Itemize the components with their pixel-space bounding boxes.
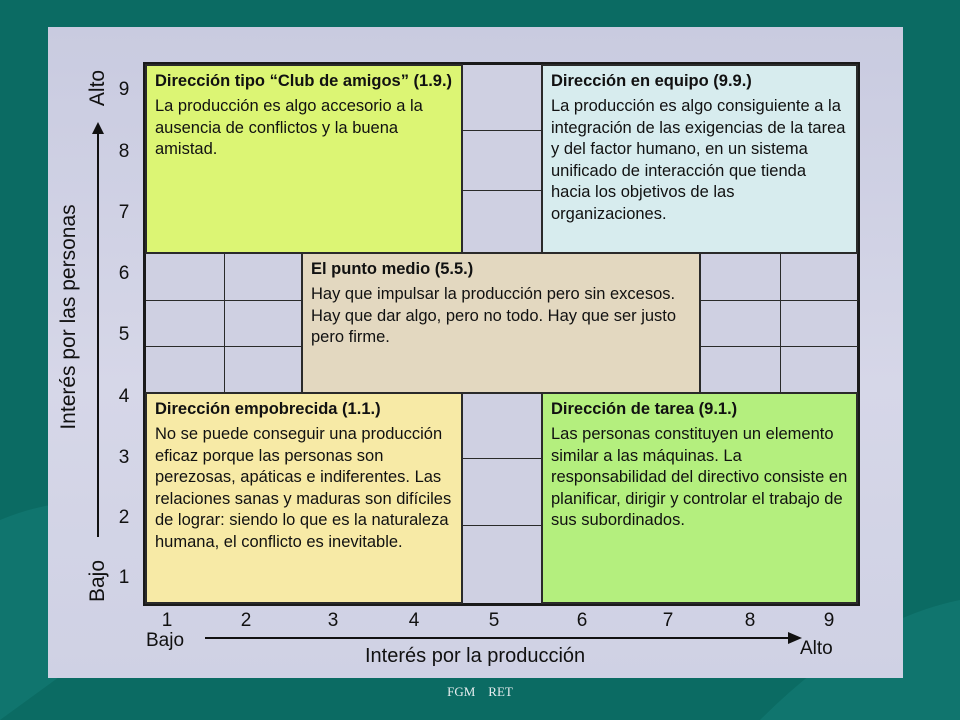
y-tick-label: 4 <box>118 386 130 407</box>
x-tick-label: 8 <box>744 610 756 631</box>
x-axis-title: Interés por la producción <box>365 645 586 667</box>
impoverished-management-title: Dirección empobrecida (1.1.) <box>155 400 381 418</box>
task-management-title: Dirección de tarea (9.1.) <box>551 400 738 418</box>
club-of-friends-title: Dirección tipo “Club de amigos” (1.9.) <box>155 72 453 90</box>
grid-line <box>224 252 225 392</box>
y-axis-title: Interés por las personas <box>57 204 80 430</box>
impoverished-management-text: No se puede conseguir una producción eficaz porque las personas son perezosas, apáticas e indiferentes. Las relaciones sanas y maduras son difíciles de lograr: siendo lo que es la naturaleza humana, el conflicto es inevitable. <box>155 425 452 551</box>
task-management-text: Las personas constituyen un elemento similar a las máquinas. La responsabilidad del directivo consiste en planificar, dirigir y controlar el trabajo de sus subordinados. <box>551 425 848 529</box>
y-tick-label: 2 <box>118 507 130 528</box>
grid-line <box>463 525 543 526</box>
middle-point-text: Hay que impulsar la producción pero sin excesos. Hay que dar algo, pero no todo. Hay que ser justo pero firme. <box>311 285 677 346</box>
x-tick-label: 2 <box>240 610 252 631</box>
y-tick-label: 1 <box>118 567 130 588</box>
x-tick-label: 3 <box>327 610 339 631</box>
middle-point-box <box>301 252 701 394</box>
grid-line <box>463 458 543 459</box>
club-of-friends-box <box>145 64 463 254</box>
x-tick-label: 6 <box>576 610 588 631</box>
grid-line <box>463 190 543 191</box>
middle-point-title: El punto medio (5.5.) <box>311 260 474 278</box>
x-axis-arrow <box>205 630 805 646</box>
x-axis-high-label: Alto <box>800 638 833 659</box>
club-of-friends-text: La producción es algo accesorio a la ausencia de conflictos y la buena amistad. <box>155 97 423 158</box>
team-management-box <box>541 64 858 254</box>
team-management-title: Dirección en equipo (9.9.) <box>551 72 752 90</box>
footer-text: FGM RET <box>447 684 513 699</box>
task-management-box <box>541 392 858 604</box>
y-tick-label: 5 <box>118 324 130 345</box>
x-tick-label: 1 <box>161 610 173 631</box>
x-tick-label: 9 <box>823 610 835 631</box>
y-tick-label: 9 <box>118 79 130 100</box>
grid-line <box>780 252 781 392</box>
x-axis-low-label: Bajo <box>146 630 185 651</box>
y-axis-arrow <box>88 122 108 542</box>
x-tick-label: 5 <box>488 610 500 631</box>
y-tick-label: 7 <box>118 202 130 223</box>
grid-line <box>463 130 543 131</box>
y-tick-label: 3 <box>118 447 130 468</box>
y-axis-high-label: Alto <box>86 69 109 107</box>
x-tick-label: 4 <box>408 610 420 631</box>
impoverished-management-box <box>145 392 463 604</box>
team-management-text: La producción es algo consiguiente a la integración de las exigencias de la tarea y del factor humano, en un sistema unificado de interacción que tienda hacia los objetivos de las organizaciones. <box>551 97 846 223</box>
y-tick-label: 8 <box>118 141 130 162</box>
y-axis-low-label: Bajo <box>86 559 109 603</box>
x-tick-label: 7 <box>662 610 674 631</box>
y-tick-label: 6 <box>118 263 130 284</box>
